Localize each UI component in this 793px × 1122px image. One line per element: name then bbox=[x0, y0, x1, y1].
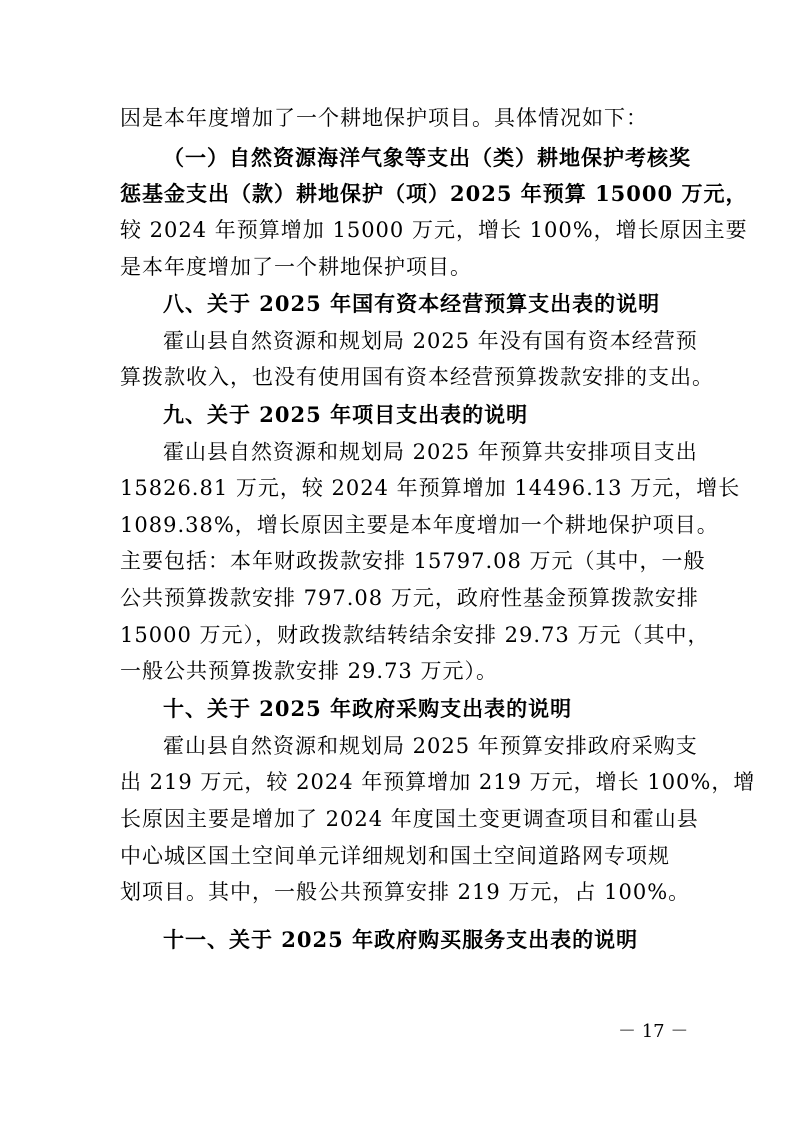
section-heading: 十、关于 2025 年政府采购支出表的说明 bbox=[163, 696, 573, 721]
section-heading: 十一、关于 2025 年政府购买服务支出表的说明 bbox=[163, 927, 639, 952]
paragraph-line: 中心城区国土空间单元详细规划和国土空间道路网专项规 bbox=[120, 844, 670, 868]
paragraph-line: 公共预算拨款安排 797.08 万元，政府性基金预算拨款安排 bbox=[120, 586, 699, 610]
paragraph-line: 一般公共预算拨款安排 29.73 万元）。 bbox=[120, 659, 498, 683]
paragraph-line: 霍山县自然资源和规划局 2025 年预算安排政府采购支 bbox=[163, 734, 698, 758]
paragraph-line: 是本年度增加了一个耕地保护项目。 bbox=[120, 255, 472, 279]
subheading-line: （一）自然资源海洋气象等支出（类）耕地保护考核奖 bbox=[163, 145, 691, 170]
paragraph-line: 较 2024 年预算增加 15000 万元，增长 100%，增长原因主要 bbox=[120, 218, 748, 242]
paragraph-line: 主要包括：本年财政拨款安排 15797.08 万元（其中，一般 bbox=[120, 549, 706, 573]
paragraph-line: 1089.38%，增长原因主要是本年度增加一个耕地保护项目。 bbox=[120, 513, 719, 537]
paragraph-line: 霍山县自然资源和规划局 2025 年没有国有资本经营预 bbox=[163, 329, 698, 353]
paragraph-line: 算拨款收入，也没有使用国有资本经营预算拨款安排的支出。 bbox=[120, 365, 714, 389]
paragraph-line: 长原因主要是增加了 2024 年度国土变更调查项目和霍山县 bbox=[120, 807, 699, 831]
paragraph-line: 霍山县自然资源和规划局 2025 年预算共安排项目支出 bbox=[163, 440, 698, 464]
subheading-line: 惩基金支出（款）耕地保护（项）2025 年预算 15000 万元， bbox=[120, 181, 748, 206]
page-number: － 17 － bbox=[618, 1021, 689, 1042]
section-heading: 八、关于 2025 年国有资本经营预算支出表的说明 bbox=[163, 291, 661, 316]
paragraph-line: 15826.81 万元，较 2024 年预算增加 14496.13 万元，增长 bbox=[120, 476, 741, 500]
paragraph-line: 15000 万元），财政拨款结转结余安排 29.73 万元（其中， bbox=[120, 623, 710, 647]
paragraph-line: 划项目。其中，一般公共预算安排 219 万元，占 100%。 bbox=[120, 880, 691, 904]
section-heading: 九、关于 2025 年项目支出表的说明 bbox=[163, 402, 529, 427]
paragraph-line: 出 219 万元，较 2024 年预算增加 219 万元，增长 100%，增 bbox=[120, 770, 756, 794]
paragraph-line: 因是本年度增加了一个耕地保护项目。具体情况如下： bbox=[120, 106, 648, 130]
